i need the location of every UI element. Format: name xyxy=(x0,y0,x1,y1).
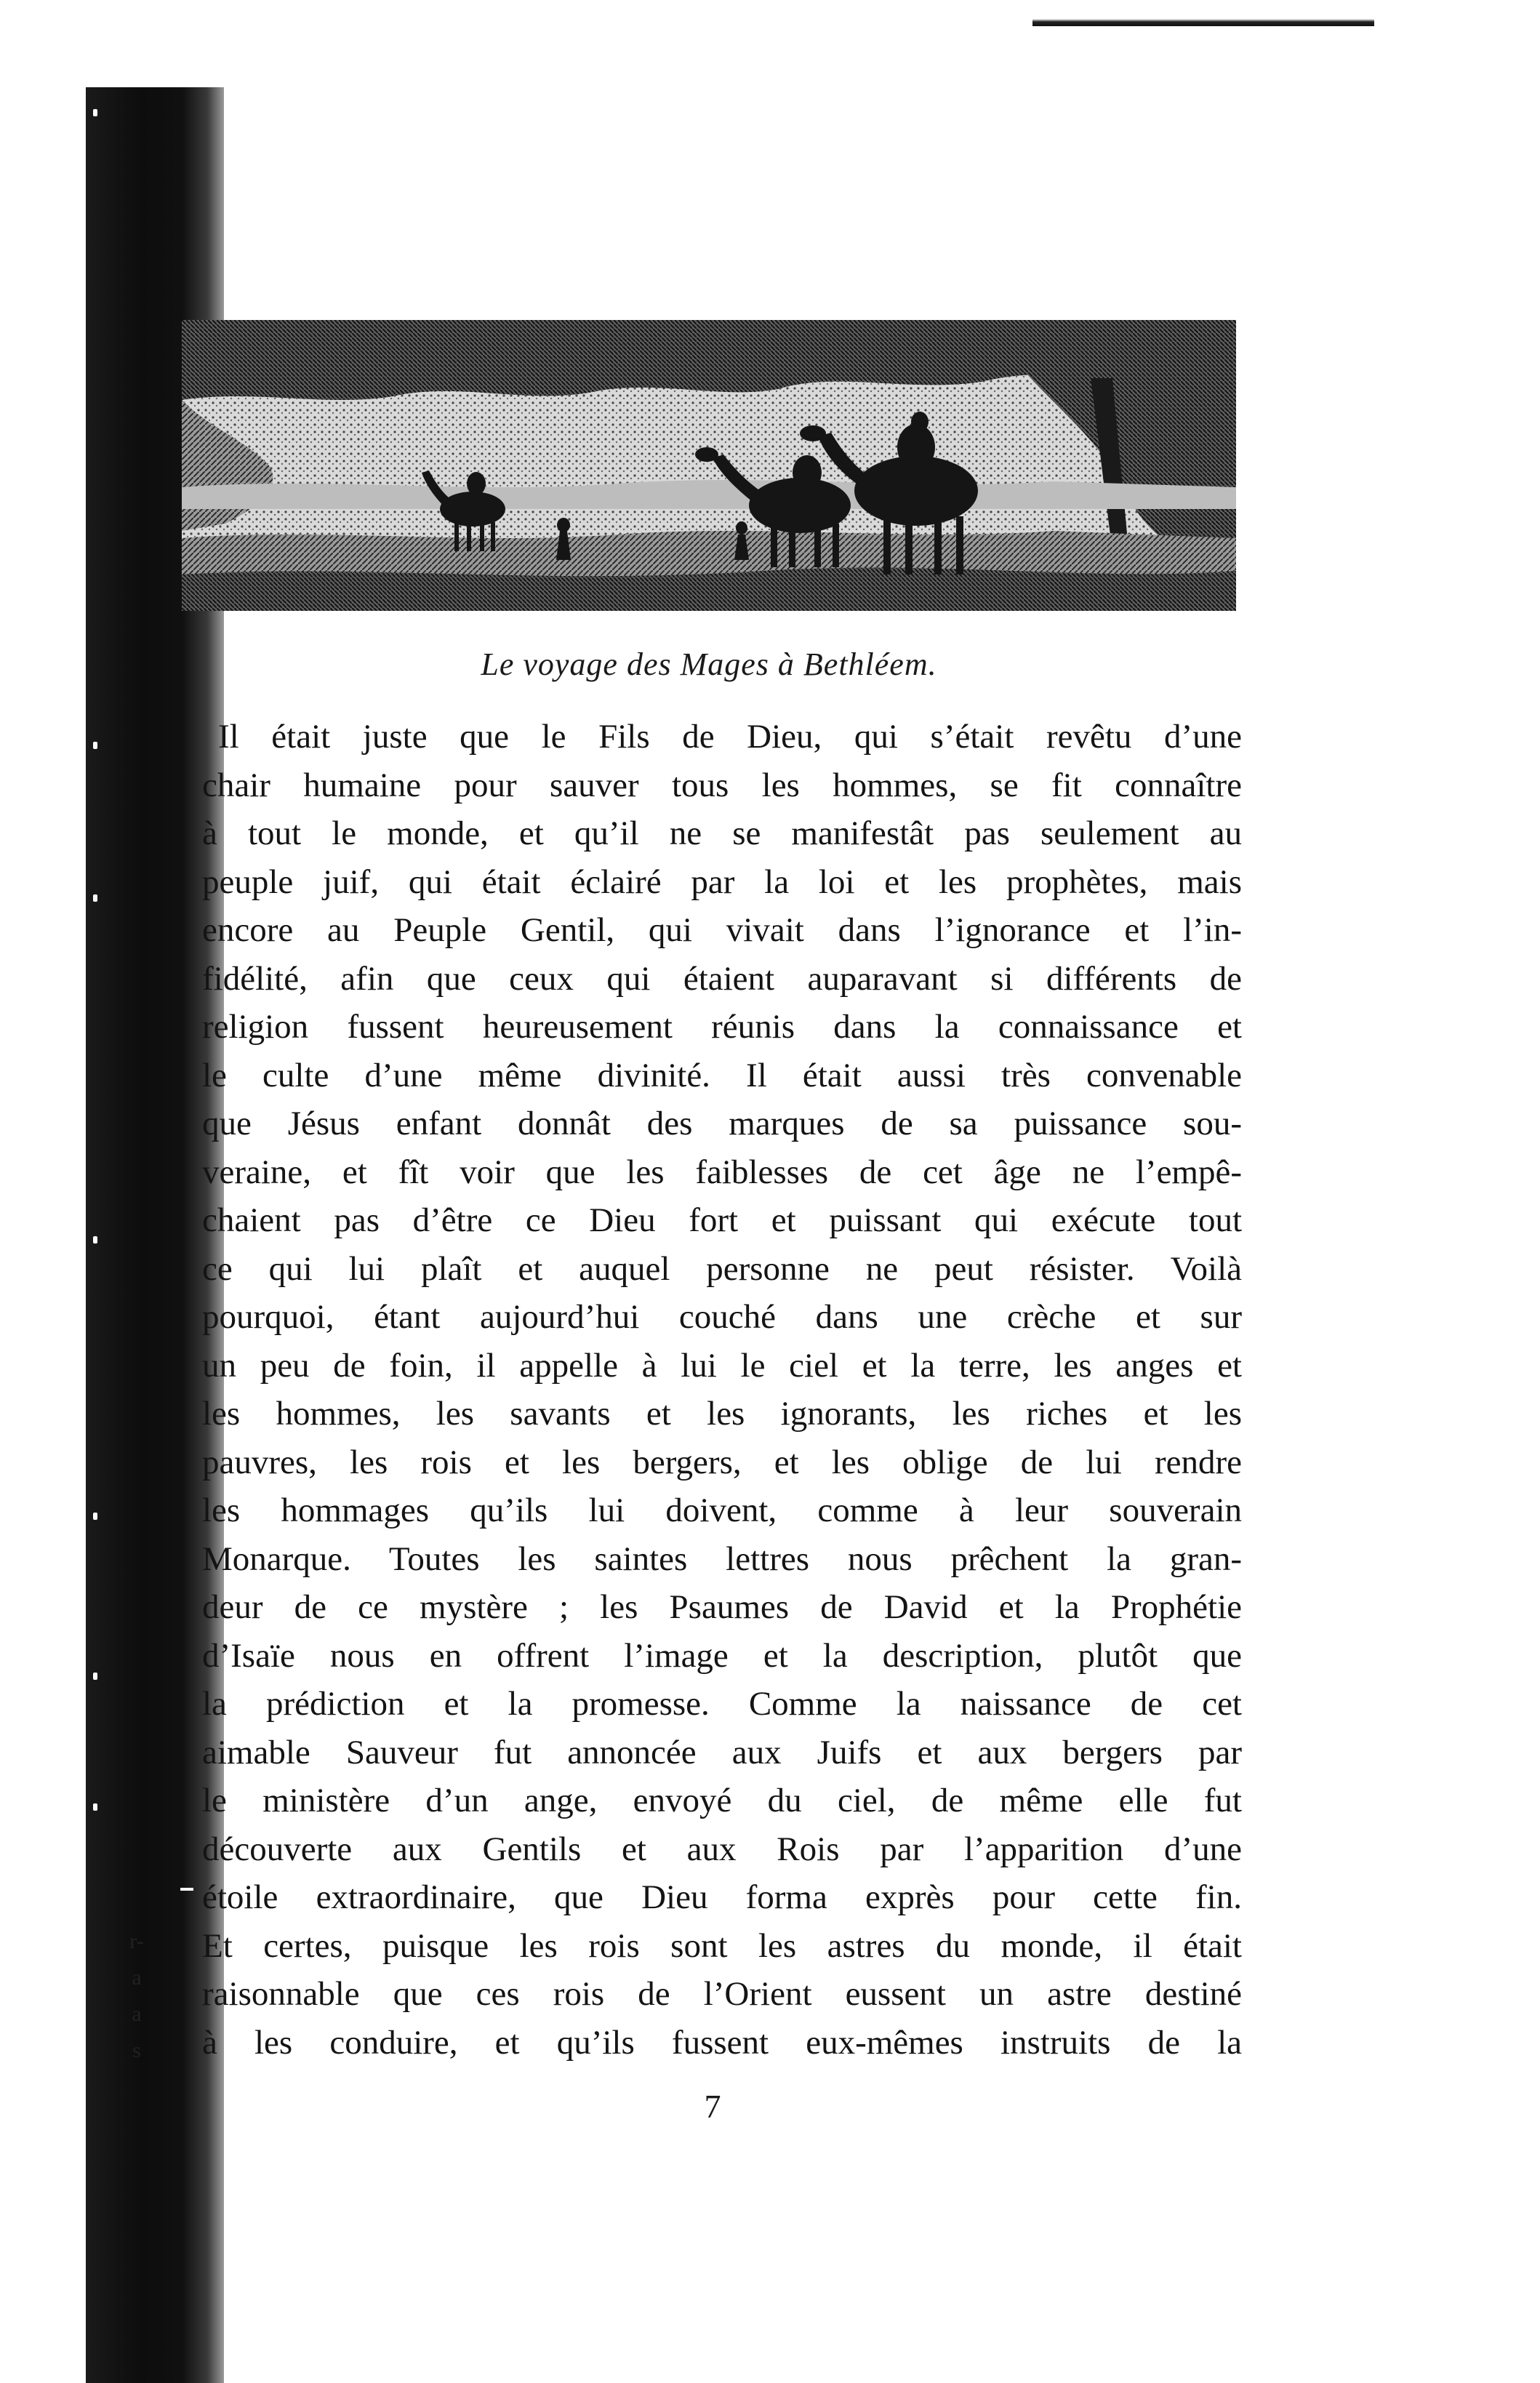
binding-speck xyxy=(93,894,97,902)
binding-speck xyxy=(93,1803,97,1811)
text-line: d’Isaïe nous en offrent l’image et la description, plutôt que xyxy=(202,1636,1242,1675)
text-line: chaient pas d’être ce Dieu fort et puissant qui exécute tout xyxy=(202,1201,1242,1239)
text-line: les hommes, les savants et les ignorants, les riches et les xyxy=(202,1395,1242,1433)
margin-letter: r- xyxy=(129,1929,144,1953)
margin-letters xyxy=(122,1923,151,2069)
text-line: étoile extraordinaire, que Dieu forma exprès pour cette fin. xyxy=(202,1878,1242,1916)
text-line: le ministère d’un ange, envoyé du ciel, de même elle fut xyxy=(202,1782,1242,1819)
binding-speck xyxy=(93,1236,97,1243)
binding-speck xyxy=(93,1513,97,1520)
margin-letter: a xyxy=(132,1966,142,1990)
binding-speck xyxy=(93,742,97,749)
text-line: un peu de foin, il appelle à lui le ciel et la terre, les anges et xyxy=(202,1346,1242,1385)
text-line: la prédiction et la promesse. Comme la naissance de cet xyxy=(202,1685,1242,1723)
text-line: à les conduire, et qu’ils fussent eux-mêmes instruits de la xyxy=(202,2023,1242,2062)
text-line: pourquoi, étant aujourd’hui couché dans une crèche et sur xyxy=(202,1298,1242,1336)
page-number: 7 xyxy=(704,2088,721,2125)
text-line: les hommages qu’ils lui doivent, comme à leur souverain xyxy=(202,1491,1242,1529)
text-line: Et certes, puisque les rois sont les astres du monde, il était xyxy=(202,1926,1242,1965)
text-line: deur de ce mystère ; les Psaumes de David et la Prophétie xyxy=(202,1588,1242,1626)
binding-speck xyxy=(93,109,97,116)
binding-speck xyxy=(93,1673,97,1680)
text-line: à tout le monde, et qu’il ne se manifestât pas seulement au xyxy=(202,814,1242,852)
engraving-caravan-image xyxy=(182,320,1236,611)
text-line: pauvres, les rois et les bergers, et les oblige de lui rendre xyxy=(202,1443,1242,1481)
illustration-caption: Le voyage des Mages à Bethléem. xyxy=(481,646,937,682)
text-line: encore au Peuple Gentil, qui vivait dans l’ignorance et l’in- xyxy=(202,911,1242,949)
text-line: peuple juif, qui était éclairé par la loi et les prophètes, mais xyxy=(202,862,1242,901)
text-line: raisonnable que ces rois de l’Orient eussent un astre destiné xyxy=(202,1975,1242,2013)
text-line: fidélité, afin que ceux qui étaient auparavant si différents de xyxy=(202,959,1242,998)
margin-mark xyxy=(180,1888,193,1891)
text-line: ce qui lui plaît et auquel personne ne peut résister. Voilà xyxy=(202,1249,1242,1288)
engraving-illustration xyxy=(182,320,1236,611)
text-line: chair humaine pour sauver tous les hommes, se fit connaître xyxy=(202,766,1242,804)
text-line: religion fussent heureusement réunis dans la connaissance et xyxy=(202,1008,1242,1046)
text-line: veraine, et fît voir que les faiblesses de cet âge ne l’empê- xyxy=(202,1153,1242,1191)
margin-letter: a xyxy=(132,2002,142,2026)
text-line: le culte d’une même divinité. Il était aussi très convenable xyxy=(202,1056,1242,1094)
text-line: Il était juste que le Fils de Dieu, qui s’était revêtu d’une xyxy=(218,718,1242,756)
top-rule xyxy=(1032,19,1374,26)
text-line: Monarque. Toutes les saintes lettres nous prêchent la gran- xyxy=(202,1539,1242,1578)
text-line: découverte aux Gentils et aux Rois par l’apparition d’une xyxy=(202,1830,1242,1868)
text-line: aimable Sauveur fut annoncée aux Juifs et aux bergers par xyxy=(202,1733,1242,1771)
body-paragraph xyxy=(202,713,1242,2067)
text-line: que Jésus enfant donnât des marques de sa puissance sou- xyxy=(202,1105,1242,1142)
margin-letter: s xyxy=(132,2038,141,2062)
